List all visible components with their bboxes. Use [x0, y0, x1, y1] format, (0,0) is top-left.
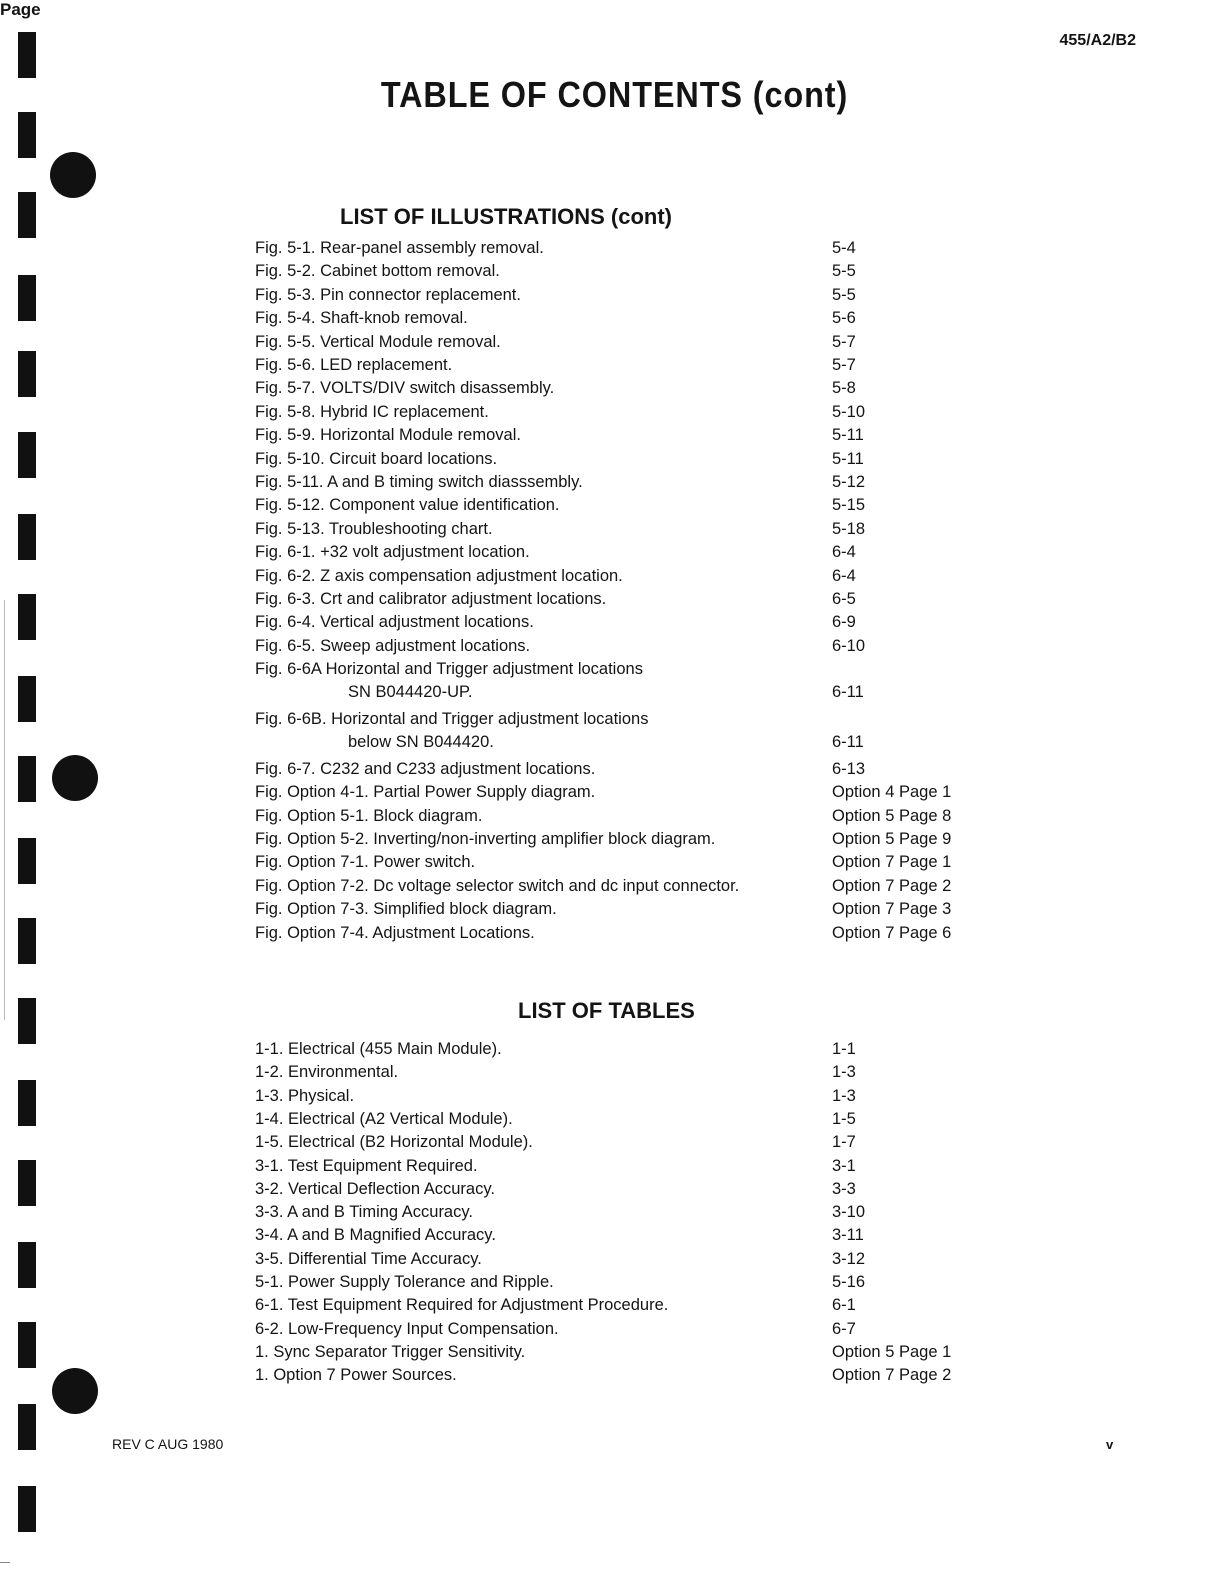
- tables-heading: LIST OF TABLES: [518, 998, 695, 1023]
- entry-page: 5-10: [832, 402, 866, 421]
- toc-entry: [255, 709, 648, 752]
- toc-entry: [255, 1202, 473, 1222]
- entry-page: 6-13: [832, 759, 866, 778]
- entry-page: Option 5 Page 8: [832, 806, 952, 825]
- binder-bar: [18, 514, 36, 560]
- entry-title: Fig. 6-2. Z axis compensation adjustment location.: [255, 566, 623, 585]
- entry-title: Fig. 5-10. Circuit board locations.: [255, 449, 498, 468]
- entry-title: Fig. 5-1. Rear-panel assembly removal.: [255, 239, 544, 257]
- binder-bar: [18, 676, 36, 722]
- entry-page: 3-10: [832, 1203, 866, 1222]
- toc-entry: [255, 566, 623, 586]
- toc-entry: [255, 759, 595, 779]
- entry-page: Option 4 Page 1: [832, 783, 952, 802]
- toc-entry: [255, 612, 534, 632]
- entry-title: Fig. Option 5-2. Inverting/non-inverting amplifier block diagram.: [255, 830, 716, 848]
- binder-bar: [18, 838, 36, 884]
- entry-title: Fig. Option 7-4. Adjustment Locations.: [255, 923, 535, 942]
- toc-entry: [255, 899, 557, 919]
- binder-bar: [18, 918, 36, 964]
- binder-bar: [18, 275, 36, 321]
- page-title: TABLE OF CONTENTS (cont): [380, 74, 849, 115]
- entry-title: Fig. Option 5-1. Block diagram.: [255, 806, 483, 825]
- entry-title: Fig. 5-8. Hybrid IC replacement.: [255, 402, 489, 421]
- entry-page: 6-1: [832, 1296, 856, 1315]
- entry-title: Fig. 5-12. Component value identification.: [255, 496, 560, 515]
- binder-bar: [18, 1404, 36, 1450]
- toc-entry: [255, 1062, 398, 1082]
- entry-page: Option 7 Page 3: [832, 900, 952, 919]
- toc-entry: [255, 1249, 482, 1269]
- entry-page: Option 5 Page 1: [832, 1342, 952, 1361]
- entry-title: 1-2. Environmental.: [255, 1063, 399, 1082]
- entry-page: 5-11: [832, 449, 864, 468]
- toc-entry: [255, 449, 497, 469]
- binder-bar: [18, 112, 36, 158]
- entry-page: 3-11: [832, 1226, 864, 1245]
- toc-entry: [255, 782, 595, 802]
- toc-entry: [255, 378, 554, 398]
- binder-bar: [18, 192, 36, 238]
- entry-title: Fig. 6-6B. Horizontal and Trigger adjustment locations: [255, 710, 649, 728]
- revision-label: REV C AUG 1980: [112, 1436, 224, 1452]
- toc-entry: [255, 332, 501, 352]
- entry-page: 5-4: [832, 239, 856, 257]
- page-column-heading: Page: [0, 0, 41, 19]
- toc-entry: [255, 285, 521, 305]
- entry-page: Option 7 Page 2: [832, 1366, 952, 1385]
- binder-bar: [18, 1242, 36, 1288]
- binder-bar: [18, 351, 36, 397]
- toc-entry: [255, 1342, 525, 1362]
- punch-hole: [52, 1368, 98, 1414]
- binder-bar: [18, 432, 36, 478]
- toc-entry: [255, 472, 583, 492]
- toc-entry: [255, 238, 544, 258]
- punch-hole: [52, 755, 98, 801]
- toc-entry: [255, 876, 739, 896]
- entry-page: 6-5: [832, 590, 856, 608]
- entry-page: 5-7: [832, 356, 856, 374]
- toc-entry: [255, 1272, 554, 1292]
- entry-title: Fig. 5-4. Shaft-knob removal.: [255, 309, 468, 328]
- entry-page: 5-18: [832, 519, 866, 538]
- entry-page: 5-5: [832, 285, 856, 304]
- toc-entry: [255, 829, 715, 849]
- punch-hole: [50, 152, 96, 198]
- entry-title: 3-4. A and B Magnified Accuracy.: [255, 1226, 496, 1245]
- binder-bar: [18, 756, 36, 802]
- entry-page: 3-1: [832, 1156, 856, 1175]
- binder-bar: [18, 594, 36, 640]
- page-edge-line: [4, 600, 5, 1020]
- toc-entry: [255, 1039, 502, 1059]
- entry-page: 5-11: [832, 426, 864, 445]
- entry-title: Fig. 5-9. Horizontal Module removal.: [255, 426, 521, 445]
- binder-bar: [18, 998, 36, 1044]
- toc-entry: [255, 1086, 354, 1106]
- toc-entry: [255, 542, 530, 562]
- binder-bar: [18, 32, 36, 78]
- toc-entry: [255, 1319, 559, 1339]
- entry-page: Option 7 Page 1: [832, 853, 952, 872]
- entry-title: 1. Option 7 Power Sources.: [255, 1366, 457, 1385]
- toc-entry: [255, 1365, 457, 1385]
- entry-title: Fig. 5-3. Pin connector replacement.: [255, 285, 521, 304]
- entry-title: 3-5. Differential Time Accuracy.: [255, 1249, 482, 1268]
- toc-entry: [255, 1132, 533, 1152]
- entry-title: Fig. Option 7-3. Simplified block diagram.: [255, 900, 557, 919]
- binder-bar: [18, 1322, 36, 1368]
- entry-title: Fig. 5-5. Vertical Module removal.: [255, 332, 501, 351]
- entry-title: 3-2. Vertical Deflection Accuracy.: [255, 1179, 495, 1198]
- entry-title: Fig. 6-5. Sweep adjustment locations.: [255, 636, 531, 655]
- binder-bar: [18, 1080, 36, 1126]
- entry-title: Fig. 5-7. VOLTS/DIV switch disassembly.: [255, 379, 555, 398]
- entry-page: 5-7: [832, 332, 856, 351]
- entry-title: 1-3. Physical.: [255, 1086, 355, 1105]
- entry-title: Fig. Option 7-2. Dc voltage selector switch and dc input connector.: [255, 876, 740, 895]
- entry-page: 1-3: [832, 1086, 856, 1105]
- entry-title: Fig. 6-4. Vertical adjustment locations.: [255, 613, 534, 632]
- entry-page: 5-5: [832, 262, 856, 281]
- entry-title: 1. Sync Separator Trigger Sensitivity.: [255, 1342, 526, 1361]
- entry-page: 6-11: [832, 683, 864, 702]
- entry-title: Fig. 5-2. Cabinet bottom removal.: [255, 262, 500, 281]
- page-number: v: [1106, 1437, 1114, 1452]
- entry-title: Fig. 6-6A Horizontal and Trigger adjustment locations: [255, 660, 643, 679]
- entry-page: 1-1: [832, 1040, 856, 1058]
- entry-page: 1-5: [832, 1109, 856, 1128]
- entry-page: 5-6: [832, 309, 856, 328]
- entry-title: Fig. Option 4-1. Partial Power Supply diagram.: [255, 783, 596, 802]
- entry-title: 3-3. A and B Timing Accuracy.: [255, 1203, 473, 1222]
- entry-page: 6-10: [832, 636, 866, 655]
- entry-page: 5-15: [832, 496, 866, 515]
- entry-page: 6-7: [832, 1319, 856, 1338]
- toc-entry: [255, 659, 643, 702]
- entry-title: 5-1. Power Supply Tolerance and Ripple.: [255, 1273, 554, 1291]
- toc-entry: [255, 1225, 496, 1245]
- entry-title: Fig. 5-11. A and B timing switch diasssembly.: [255, 473, 583, 491]
- toc-entry: [255, 495, 560, 515]
- entry-title: Fig. 6-7. C232 and C233 adjustment locations.: [255, 759, 596, 778]
- entry-title: 1-1. Electrical (455 Main Module).: [255, 1040, 502, 1058]
- toc-entry: [255, 425, 521, 445]
- entry-title-continuation: SN B044420-UP.: [348, 683, 473, 702]
- binding-margin: [0, 0, 120, 1581]
- toc-entry: [255, 852, 475, 872]
- toc-entry: [255, 261, 500, 281]
- toc-entry: [255, 923, 535, 943]
- entry-page: Option 7 Page 6: [832, 923, 952, 942]
- binder-bar: [18, 1160, 36, 1206]
- entry-title: Fig. 6-3. Crt and calibrator adjustment locations.: [255, 590, 607, 608]
- toc-entry: [255, 636, 530, 656]
- entry-page: 5-16: [832, 1273, 866, 1291]
- entry-title: 1-5. Electrical (B2 Horizontal Module).: [255, 1133, 533, 1152]
- document-code: 455/A2/B2: [1059, 32, 1136, 49]
- entry-title: Fig. 5-13. Troubleshooting chart.: [255, 519, 493, 538]
- toc-entry: [255, 1109, 513, 1129]
- entry-page: 6-4: [832, 543, 856, 562]
- entry-page: 6-4: [832, 566, 856, 585]
- toc-entry: [255, 1156, 478, 1176]
- entry-title: Fig. 6-1. +32 volt adjustment location.: [255, 543, 530, 562]
- entry-page: 6-9: [832, 613, 856, 632]
- entry-title: Fig. Option 7-1. Power switch.: [255, 853, 476, 872]
- entry-page: 1-7: [832, 1133, 856, 1152]
- toc-entry: [255, 402, 489, 422]
- toc-entry: [255, 1295, 668, 1315]
- scan-edge-mark: [0, 1562, 10, 1563]
- entry-title: 6-2. Low-Frequency Input Compensation.: [255, 1319, 559, 1338]
- entry-page: 3-3: [832, 1179, 856, 1198]
- entry-page: Option 7 Page 2: [832, 876, 952, 895]
- toc-entry: [255, 519, 493, 539]
- illustrations-heading: LIST OF ILLUSTRATIONS (cont): [340, 204, 672, 229]
- toc-entry: [255, 355, 452, 375]
- toc-entry: [255, 308, 468, 328]
- entry-page: 5-12: [832, 473, 866, 491]
- entry-page: 3-12: [832, 1249, 866, 1268]
- entry-title-continuation: below SN B044420.: [348, 733, 494, 751]
- entry-page: 5-8: [832, 379, 856, 398]
- entry-title: 1-4. Electrical (A2 Vertical Module).: [255, 1109, 513, 1128]
- binder-bar: [18, 1486, 36, 1532]
- entry-title: Fig. 5-6. LED replacement.: [255, 356, 453, 374]
- entry-page: Option 5 Page 9: [832, 830, 952, 848]
- entry-title: 6-1. Test Equipment Required for Adjustment Procedure.: [255, 1296, 669, 1315]
- toc-entry: [255, 806, 482, 826]
- toc-entry: [255, 589, 606, 609]
- entry-page: 6-11: [832, 733, 864, 751]
- toc-entry: [255, 1179, 495, 1199]
- entry-title: 3-1. Test Equipment Required.: [255, 1156, 478, 1175]
- entry-page: 1-3: [832, 1063, 856, 1082]
